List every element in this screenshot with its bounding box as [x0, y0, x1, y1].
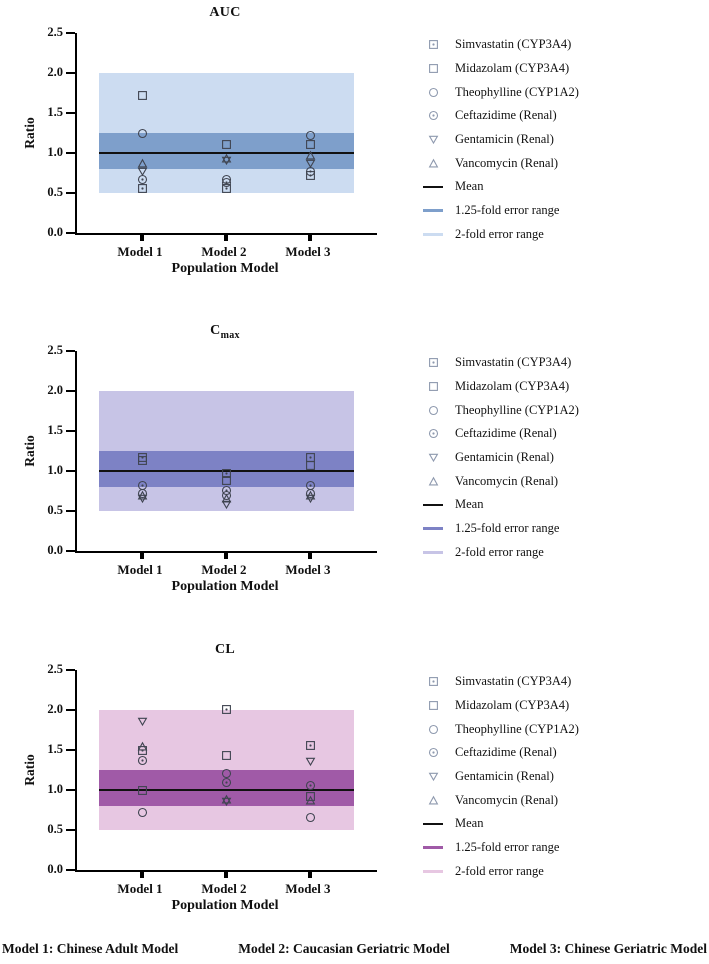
- legend-line-swatch: [420, 870, 446, 874]
- legend-label: Theophylline (CYP1A2): [455, 84, 579, 99]
- y-tick-label: 1.0: [47, 463, 63, 477]
- square-icon: [420, 381, 446, 392]
- data-point-marker: [137, 783, 148, 794]
- legend-line-swatch: [420, 504, 446, 506]
- data-point-marker: [305, 754, 316, 765]
- legend-label: Mean: [455, 497, 484, 512]
- legend: [420, 670, 579, 883]
- y-axis-tick: [66, 232, 75, 235]
- legend-item: [420, 199, 579, 223]
- legend-item: [420, 717, 579, 741]
- y-tick-label: 2.0: [47, 702, 63, 716]
- data-point-marker: [221, 151, 232, 162]
- legend-label: Vancomycin (Renal): [455, 792, 559, 807]
- y-axis-tick: [66, 669, 75, 672]
- legend-label: Ceftazidime (Renal): [455, 745, 557, 760]
- chart-cl: [0, 637, 709, 937]
- legend-label: 1.25-fold error range: [455, 521, 560, 536]
- x-axis-tick: [224, 233, 228, 241]
- legend-label: Simvastatin (CYP3A4): [455, 37, 572, 52]
- y-axis-tick: [66, 789, 75, 792]
- chart-cmax: [0, 318, 709, 618]
- x-tick-label: Model 2: [201, 562, 247, 577]
- legend-label: Theophylline (CYP1A2): [455, 721, 579, 736]
- data-point-marker: [305, 148, 316, 159]
- y-axis-tick: [66, 470, 75, 473]
- legend-item: [420, 446, 579, 470]
- circle-icon: [420, 724, 446, 735]
- legend-item: [420, 128, 579, 152]
- legend-item: [420, 860, 579, 884]
- plot-area: [75, 33, 377, 235]
- x-axis-label: Population Model: [171, 579, 279, 594]
- y-tick-label: 1.5: [47, 105, 63, 119]
- legend-item: [420, 812, 579, 836]
- y-axis-tick: [66, 32, 75, 35]
- x-tick-label: Model 1: [117, 881, 163, 896]
- model1-definition: Model 1: Chinese Adult Model: [2, 941, 179, 956]
- data-point-marker: [305, 478, 316, 489]
- y-tick-label: 1.5: [47, 742, 63, 756]
- x-axis-tick: [308, 551, 312, 559]
- y-tick-label: 2.5: [47, 343, 63, 357]
- y-tick-label: 0.0: [47, 543, 63, 557]
- legend-item: [420, 422, 579, 446]
- circle-dot-icon: [420, 110, 446, 121]
- legend-label: Gentamicin (Renal): [455, 450, 554, 465]
- x-axis-tick: [308, 870, 312, 878]
- legend-label: 2-fold error range: [455, 226, 544, 241]
- data-point-marker: [221, 473, 232, 484]
- chart-title: [75, 323, 375, 341]
- legend-item: [420, 741, 579, 765]
- legend-label: Simvastatin (CYP3A4): [455, 674, 572, 689]
- data-point-marker: [137, 88, 148, 99]
- legend-label: Simvastatin (CYP3A4): [455, 355, 572, 370]
- y-axis-tick: [66, 72, 75, 75]
- legend-item: [420, 151, 579, 175]
- legend-item: [420, 33, 579, 57]
- legend-item: [420, 517, 579, 541]
- x-tick-label: Model 1: [117, 562, 163, 577]
- triangle-up-icon: [420, 476, 446, 487]
- data-point-marker: [221, 491, 232, 502]
- legend-item: [420, 694, 579, 718]
- model-key-footer: [0, 941, 709, 957]
- plot-area: [75, 670, 377, 872]
- x-tick-label: Model 3: [285, 881, 331, 896]
- y-tick-label: 0.5: [47, 185, 63, 199]
- plot-area: [75, 351, 377, 553]
- data-point-marker: [305, 738, 316, 749]
- y-axis-tick: [66, 152, 75, 155]
- data-point-marker: [305, 793, 316, 804]
- chart-title-subscript: max: [220, 329, 240, 341]
- x-tick-label: Model 1: [117, 244, 163, 259]
- y-tick-label: 2.5: [47, 25, 63, 39]
- legend-line-swatch: [420, 823, 446, 825]
- y-tick-label: 1.0: [47, 782, 63, 796]
- legend-item: [420, 351, 579, 375]
- y-axis-tick: [66, 192, 75, 195]
- legend-label: Mean: [455, 816, 484, 831]
- legend-line-swatch: [420, 527, 446, 531]
- legend-label: Ceftazidime (Renal): [455, 426, 557, 441]
- y-axis-tick: [66, 709, 75, 712]
- y-tick-label: 1.5: [47, 423, 63, 437]
- x-axis-tick: [140, 870, 144, 878]
- legend-label: Ceftazidime (Renal): [455, 108, 557, 123]
- y-axis-tick: [66, 390, 75, 393]
- x-axis-tick: [140, 233, 144, 241]
- legend-item: [420, 788, 579, 812]
- square-icon: [420, 63, 446, 74]
- y-axis-tick: [66, 112, 75, 115]
- legend-item: [420, 469, 579, 493]
- legend-label: Vancomycin (Renal): [455, 155, 559, 170]
- legend-item: [420, 836, 579, 860]
- legend-label: Mean: [455, 179, 484, 194]
- y-tick-label: 0.0: [47, 225, 63, 239]
- legend-label: 2-fold error range: [455, 544, 544, 559]
- y-axis-tick: [66, 749, 75, 752]
- x-tick-label: Model 2: [201, 244, 247, 259]
- y-axis-label: Ratio: [22, 117, 37, 149]
- triangle-down-icon: [420, 452, 446, 463]
- data-point-marker: [221, 137, 232, 148]
- circle-icon: [420, 87, 446, 98]
- y-tick-label: 2.5: [47, 662, 63, 676]
- y-axis-tick: [66, 350, 75, 353]
- data-point-marker: [221, 775, 232, 786]
- legend-label: 1.25-fold error range: [455, 203, 560, 218]
- data-point-marker: [137, 714, 148, 725]
- circle-icon: [420, 405, 446, 416]
- x-tick-label: Model 3: [285, 244, 331, 259]
- legend-item: [420, 765, 579, 789]
- data-point-marker: [221, 748, 232, 759]
- triangle-up-icon: [420, 795, 446, 806]
- legend-line-swatch: [420, 233, 446, 237]
- triangle-up-icon: [420, 158, 446, 169]
- x-tick-label: Model 3: [285, 562, 331, 577]
- legend-item: [420, 80, 579, 104]
- legend-label: Midazolam (CYP3A4): [455, 61, 570, 76]
- y-axis-tick: [66, 430, 75, 433]
- legend-item: [420, 175, 579, 199]
- model3-definition: Model 3: Chinese Geriatric Model: [509, 941, 707, 956]
- data-point-marker: [305, 128, 316, 139]
- legend-line-swatch: [420, 186, 446, 188]
- model2-definition: Model 2: Caucasian Geriatric Model: [238, 941, 450, 956]
- circle-dot-icon: [420, 428, 446, 439]
- legend-item: [420, 541, 579, 565]
- y-tick-label: 1.0: [47, 145, 63, 159]
- data-point-marker: [305, 488, 316, 499]
- data-point-marker: [221, 702, 232, 713]
- legend-item: [420, 670, 579, 694]
- legend-label: 1.25-fold error range: [455, 840, 560, 855]
- triangle-down-icon: [420, 134, 446, 145]
- legend-item: [420, 104, 579, 128]
- data-point-marker: [137, 488, 148, 499]
- data-point-marker: [305, 778, 316, 789]
- legend-line-swatch: [420, 209, 446, 213]
- legend-item: [420, 398, 579, 422]
- y-axis-label: Ratio: [22, 435, 37, 467]
- chart-title-text: C: [210, 323, 221, 338]
- legend-label: Gentamicin (Renal): [455, 769, 554, 784]
- legend: [420, 351, 579, 564]
- x-tick-label: Model 2: [201, 881, 247, 896]
- legend-line-swatch: [420, 551, 446, 555]
- triangle-down-icon: [420, 771, 446, 782]
- y-tick-label: 0.5: [47, 822, 63, 836]
- y-axis-tick: [66, 869, 75, 872]
- y-tick-label: 2.0: [47, 383, 63, 397]
- legend-item: [420, 223, 579, 247]
- x-axis-tick: [224, 870, 228, 878]
- chart-title: [75, 5, 375, 23]
- legend-label: Theophylline (CYP1A2): [455, 402, 579, 417]
- legend-item: [420, 57, 579, 81]
- legend-item: [420, 493, 579, 517]
- data-point-marker: [305, 810, 316, 821]
- square-dot-icon: [420, 357, 446, 368]
- data-point-marker: [137, 126, 148, 137]
- data-point-marker: [305, 458, 316, 469]
- legend-label: 2-fold error range: [455, 863, 544, 878]
- square-dot-icon: [420, 39, 446, 50]
- legend-label: Vancomycin (Renal): [455, 473, 559, 488]
- y-axis-tick: [66, 829, 75, 832]
- square-icon: [420, 700, 446, 711]
- legend-item: [420, 375, 579, 399]
- data-point-marker: [137, 739, 148, 750]
- y-tick-label: 2.0: [47, 65, 63, 79]
- legend-label: Midazolam (CYP3A4): [455, 379, 570, 394]
- square-dot-icon: [420, 676, 446, 687]
- circle-dot-icon: [420, 747, 446, 758]
- x-axis-tick: [224, 551, 228, 559]
- chart-auc: [0, 0, 709, 300]
- y-tick-label: 0.5: [47, 503, 63, 517]
- x-axis-tick: [308, 233, 312, 241]
- data-point-marker: [137, 156, 148, 167]
- data-point-marker: [221, 175, 232, 186]
- chart-title: [75, 642, 375, 660]
- x-axis-tick: [140, 551, 144, 559]
- y-axis-tick: [66, 510, 75, 513]
- data-point-marker: [221, 792, 232, 803]
- data-point-marker: [137, 805, 148, 816]
- y-axis-label: Ratio: [22, 754, 37, 786]
- chart-title-text: CL: [214, 642, 236, 657]
- data-point-marker: [137, 753, 148, 764]
- legend-label: Gentamicin (Renal): [455, 132, 554, 147]
- x-axis-label: Population Model: [171, 898, 279, 913]
- data-point-marker: [137, 478, 148, 489]
- legend-label: Midazolam (CYP3A4): [455, 698, 570, 713]
- data-point-marker: [137, 453, 148, 464]
- chart-title-text: AUC: [209, 5, 241, 20]
- legend: [420, 33, 579, 246]
- y-tick-label: 0.0: [47, 862, 63, 876]
- y-axis-tick: [66, 550, 75, 553]
- legend-line-swatch: [420, 846, 446, 850]
- x-axis-label: Population Model: [171, 261, 279, 276]
